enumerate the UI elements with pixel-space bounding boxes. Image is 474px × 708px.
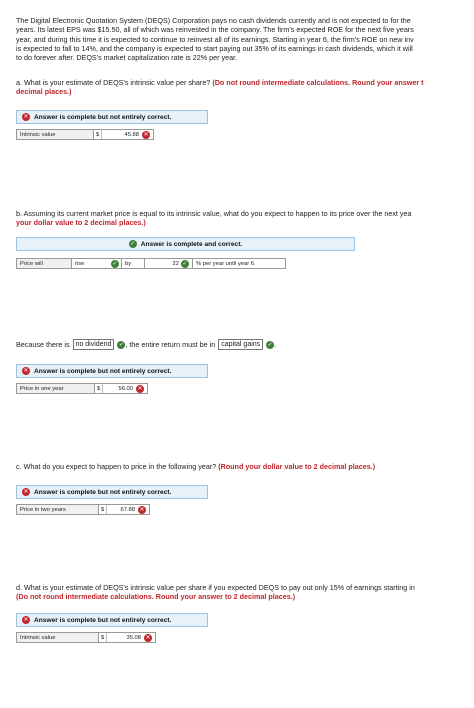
check-circle-icon: ✓	[130, 240, 136, 247]
x-circle-icon: ✕	[23, 113, 29, 120]
return-type-select[interactable]: capital gains	[218, 339, 263, 350]
x-circle-icon: ✕	[145, 633, 151, 641]
currency-symbol: $	[99, 505, 107, 514]
row-label: Intrinsic value	[17, 633, 99, 642]
check-circle-icon: ✓	[182, 259, 188, 267]
price-two-years-input[interactable]	[107, 505, 149, 514]
problem-line: The Digital Electronic Quotation System (DEQS) Corporation pays no cash dividends currently and is not expected to for the	[16, 16, 411, 25]
x-circle-icon: ✕	[23, 367, 29, 374]
currency-symbol: $	[94, 130, 102, 139]
feedback-text: Answer is complete but not entirely correct.	[34, 367, 172, 375]
check-circle-icon: ✓	[112, 259, 118, 267]
row-label: Price will	[17, 259, 72, 268]
feedback-banner-b1	[16, 237, 355, 251]
x-circle-icon: ✕	[23, 616, 29, 623]
feedback-text: Answer is complete and correct.	[140, 240, 243, 248]
question-a-instruction-cont: decimal places.)	[16, 87, 72, 96]
feedback-banner-d	[16, 613, 208, 627]
intrinsic-value-input[interactable]	[102, 130, 153, 139]
dropdown-value: rise	[75, 260, 85, 267]
answer-row-intrinsic-value	[16, 129, 154, 140]
currency-symbol: $	[95, 384, 103, 393]
question-b-instruction: your dollar value to 2 decimal places.)	[16, 218, 146, 227]
feedback-banner-a	[16, 110, 208, 124]
currency-symbol: $	[99, 633, 107, 642]
row-label: Intrinsic value	[17, 130, 94, 139]
x-circle-icon: ✕	[137, 384, 143, 392]
sentence-start: Because there is	[16, 339, 70, 349]
sentence-end: .	[274, 339, 277, 349]
dividend-select[interactable]: no dividend	[73, 339, 115, 350]
input-value: 45.88	[124, 131, 139, 138]
question-c-text: c. What do you expect to happen to price in the following year?	[16, 462, 217, 471]
question-c-instruction: (Round your dollar value to 2 decimal places.)	[218, 462, 376, 471]
problem-statement	[16, 16, 414, 62]
feedback-text: Answer is complete but not entirely correct.	[34, 488, 172, 496]
problem-line: to do forever after. DEQS's market capitalization rate is 22% per year.	[16, 53, 238, 63]
sentence-mid: , the entire return must be in	[125, 339, 216, 349]
problem-line: is expected to fall to 14%, and the company is expected to start paying out 35% of its earnings in cash dividends, which it will	[16, 43, 413, 53]
answer-row-price-will	[16, 258, 286, 269]
input-value: 22	[172, 260, 179, 267]
x-circle-icon: ✕	[139, 505, 145, 513]
feedback-text: Answer is complete but not entirely correct.	[34, 113, 172, 121]
check-circle-icon: ✓	[118, 340, 124, 348]
input-value: 56.00	[118, 385, 133, 392]
x-circle-icon: ✕	[23, 488, 29, 495]
feedback-text: Answer is complete but not entirely correct.	[34, 616, 172, 624]
answer-row-price-two-years	[16, 504, 150, 515]
x-circle-icon: ✕	[143, 130, 149, 138]
row-label: Price in two years	[17, 505, 99, 514]
growth-rate-input[interactable]	[145, 259, 193, 268]
question-d: d. What is your estimate of DEQS's intrinsic value per share if you expected DEQS to pay out only 15% of earnings starting in	[16, 583, 415, 592]
unit-label: % per year until year 6.	[196, 260, 256, 267]
answer-row-intrinsic-value-d	[16, 632, 156, 643]
check-circle-icon: ✓	[267, 340, 273, 348]
intrinsic-value-d-input[interactable]	[107, 633, 155, 642]
question-a	[16, 78, 424, 87]
direction-dropdown[interactable]	[72, 259, 122, 268]
problem-line: years. Its latest EPS was $15.50, all of which was reinvested in the company. The firm's expected ROE for the next five years	[16, 25, 414, 35]
feedback-banner-b2	[16, 364, 208, 378]
answer-row-price-one-year	[16, 383, 148, 394]
question-b: b. Assuming its current market price is equal to its intrinsic value, what do you expect to happen to its price over the next yea	[16, 209, 412, 218]
input-value: 67.88	[120, 506, 135, 513]
by-label: by	[122, 259, 145, 268]
feedback-banner-c	[16, 485, 208, 499]
problem-line: year, and during this time it is expected to continue to reinvest all of its earnings. Starting in year 6, the firm's ROE on new inv	[16, 34, 414, 44]
price-one-year-input[interactable]	[103, 384, 147, 393]
question-a-text: a. What is your estimate of DEQS's intrinsic value per share?	[16, 78, 211, 87]
explanation-sentence	[16, 339, 276, 350]
question-a-instruction: (Do not round intermediate calculations. Round your answer t	[212, 78, 424, 87]
question-d-instruction: (Do not round intermediate calculations. Round your answer to 2 decimal places.)	[16, 592, 296, 601]
input-value: 35.08	[126, 634, 141, 641]
question-c	[16, 462, 375, 471]
row-label: Price in one year	[17, 384, 95, 393]
